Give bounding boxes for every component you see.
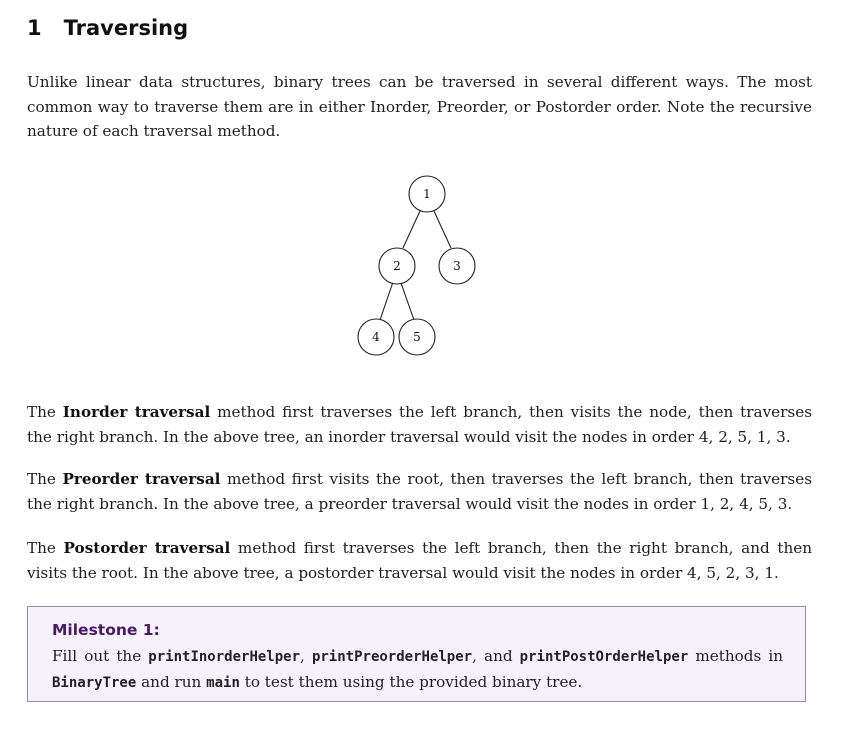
preorder-term: Preorder traversal [62, 470, 221, 488]
tree-node-3 [439, 248, 475, 284]
intro-paragraph: Unlike linear data structures, binary trees can be traversed in several different ways. The most common way to traverse them are in either Inorder, Preorder, or Postorder order. Note the recursive nature of each traversal method. [27, 73, 812, 140]
milestone-body [52, 644, 783, 695]
inorder-term: Inorder traversal [62, 403, 211, 421]
preorder-paragraph [27, 467, 812, 516]
tree-node-label: 1 [423, 187, 431, 201]
postorder-term: Postorder traversal [63, 539, 231, 557]
code-print-postorder-helper: printPostOrderHelper [519, 649, 689, 665]
milestone-text: , and [472, 647, 520, 665]
milestone-text: to test them using the provided binary tree. [239, 672, 583, 691]
tree-node-1 [409, 176, 445, 212]
inorder-lead: The [27, 403, 63, 421]
preorder-lead: The [27, 470, 63, 488]
tree-node-4 [358, 319, 394, 355]
tree-node-2 [379, 248, 415, 284]
code-print-preorder-helper: printPreorderHelper [311, 649, 473, 665]
inorder-text: method first traverses the left branch, then visits the node, then traverses the right branch. In the above tree, an inorder traversal would visit the nodes in order 4, 2, 5, 1, 3. [27, 403, 812, 446]
section-number: 1 [27, 16, 42, 40]
milestone-title: Milestone 1: [52, 621, 160, 639]
postorder-lead: The [27, 539, 64, 557]
preorder-text: method first visits the root, then traverses the left branch, then traverses the right branch. In the above tree, a preorder traversal would visit the nodes in order 1, 2, 4, 5, 3. [27, 470, 812, 513]
milestone-text: Fill out the [52, 647, 149, 665]
postorder-text: method first traverses the left branch, then the right branch, and then visits the root. In the above tree, a postorder traversal would visit the nodes in order 4, 5, 2, 3, 1. [27, 539, 812, 582]
code-binary-tree: BinaryTree [52, 674, 137, 691]
binary-tree-diagram [340, 170, 490, 360]
edge-1-3 [434, 211, 451, 248]
milestone-box [27, 606, 806, 702]
edge-2-5 [401, 283, 414, 320]
section-title: Traversing [63, 16, 189, 40]
code-main: main [206, 674, 240, 691]
section-heading [27, 16, 188, 40]
milestone-text: , [300, 647, 312, 665]
tree-node-label: 4 [372, 330, 380, 344]
tree-node-label: 2 [393, 259, 401, 273]
code-print-inorder-helper: printInorderHelper [148, 649, 301, 665]
tree-node-5 [399, 319, 435, 355]
tree-node-label: 3 [453, 259, 461, 273]
edge-1-2 [403, 211, 420, 248]
edge-2-4 [380, 282, 393, 320]
milestone-text: and run [136, 672, 207, 691]
milestone-text: methods in [688, 647, 784, 665]
postorder-paragraph [27, 536, 812, 585]
tree-node-label: 5 [413, 330, 421, 344]
inorder-paragraph [27, 400, 812, 449]
